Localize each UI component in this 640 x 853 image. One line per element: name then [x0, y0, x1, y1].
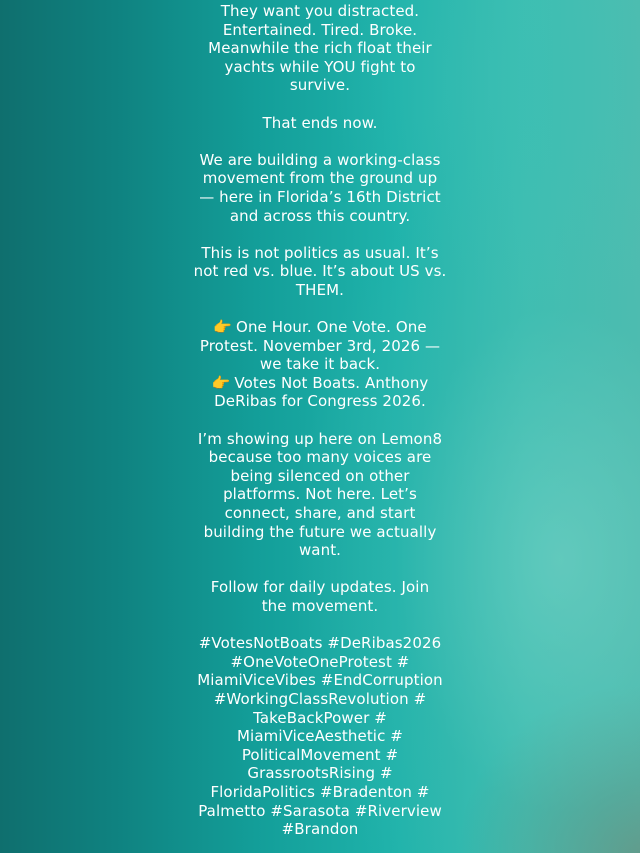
text-line: — here in Florida’s 16th District — [199, 187, 441, 206]
hashtag-block — [180, 634, 460, 839]
hashtag-line: #Brandon — [281, 820, 359, 839]
hashtag-line: MiamiViceVibes #EndCorruption — [197, 671, 443, 690]
post-caption — [0, 2, 640, 839]
hashtag-line: TakeBackPower # — [253, 708, 387, 727]
hashtag-line: #OneVoteOneProtest # — [230, 652, 410, 671]
hashtag-line: #WorkingClassRevolution # — [213, 689, 427, 708]
text-line: and across this country. — [229, 206, 411, 225]
text-line: THEM. — [295, 280, 345, 299]
text-line: DeRibas for Congress 2026. — [214, 392, 426, 411]
text-line: movement from the ground up — [202, 169, 438, 188]
hashtag-line: FloridaPolitics #Bradenton # — [210, 782, 430, 801]
paragraph-intro — [180, 2, 460, 95]
text-line: We are building a working-class — [199, 150, 441, 169]
text-line: yachts while YOU fight to — [224, 57, 416, 76]
hashtag-line: #VotesNotBoats #DeRibas2026 — [198, 634, 442, 653]
hashtag-line: MiamiViceAesthetic # — [237, 727, 403, 746]
text-line: connect, share, and start — [224, 504, 416, 523]
text-line — [180, 318, 460, 337]
hashtag-line: GrassrootsRising # — [247, 764, 393, 783]
paragraph-ends-now — [180, 114, 460, 133]
text-line: not red vs. blue. It’s about US vs. — [193, 262, 447, 281]
text-line: Entertained. Tired. Broke. — [222, 20, 418, 39]
text-line: Follow for daily updates. Join — [210, 578, 430, 597]
text-line: They want you distracted. — [220, 2, 420, 20]
text-line: the movement. — [261, 597, 379, 615]
text-line: Protest. November 3rd, 2026 — — [199, 336, 441, 355]
text-line: I’m showing up here on Lemon8 — [197, 429, 443, 448]
text-line: we take it back. — [259, 355, 381, 374]
text-line: That ends now. — [262, 113, 378, 132]
paragraph-lemon8 — [180, 430, 460, 560]
pointing-hand-icon: 👉 — [211, 373, 231, 392]
paragraph-follow — [180, 578, 460, 615]
text-line: because too many voices are — [208, 448, 432, 467]
text-line — [180, 374, 460, 393]
paragraph-movement — [180, 151, 460, 225]
text-line: platforms. Not here. Let’s — [223, 485, 417, 504]
slogan-votes-not-boats: Votes Not Boats. Anthony — [234, 373, 429, 392]
hashtag-line: Palmetto #Sarasota #Riverview — [198, 801, 442, 820]
pointing-hand-icon: 👉 — [213, 318, 233, 337]
paragraph-not-politics — [180, 244, 460, 300]
slogan-one-hour: One Hour. One Vote. One — [236, 318, 427, 337]
text-line: This is not politics as usual. It’s — [201, 243, 439, 262]
paragraph-slogans — [180, 318, 460, 411]
text-line: building the future we actually — [203, 522, 437, 541]
text-line: Meanwhile the rich float their — [208, 39, 432, 58]
text-line: being silenced on other — [230, 466, 410, 485]
text-line: want. — [298, 541, 342, 560]
hashtag-line: PoliticalMovement # — [241, 745, 399, 764]
text-line: survive. — [289, 76, 351, 95]
